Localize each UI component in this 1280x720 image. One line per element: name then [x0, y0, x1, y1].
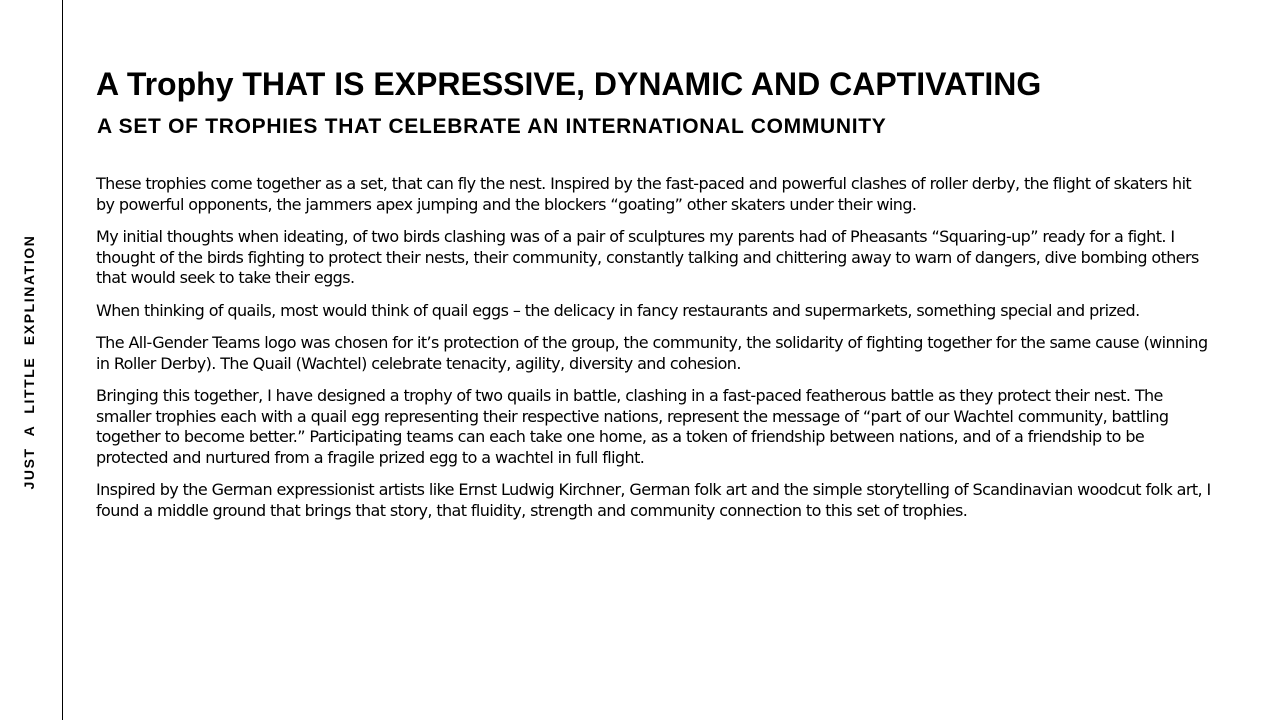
paragraph: Bringing this together, I have designed a trophy of two quails in battle, clashing in a fast-paced featherous battle as they protect their nest. The smaller trophies each with a quail egg representing their respective nations, represent the message of “part of our Wachtel community, battling together to become better.” Participating teams can each take one home, as a token of friendship between nations, and of a friendship to be protected and nurtured from a fragile prized egg to a wachtel in full flight. — [96, 386, 1169, 467]
paragraph: Inspired by the German expressionist artists like Ernst Ludwig Kirchner, German folk art and the simple storytelling of Scandinavian woodcut folk art, I found a middle ground that brings that story, that fluidity, strength and community connection to this set of trophies. — [96, 480, 1211, 520]
side-label: JUST A LITTLE EXPLINATION — [21, 234, 37, 490]
content-area — [96, 64, 1212, 533]
vertical-divider — [62, 0, 63, 720]
paragraph: The All-Gender Teams logo was chosen for it’s protection of the group, the community, the solidarity of fighting together for the same cause (winning in Roller Derby). The Quail (Wachtel) celebrate tenacity, agility, diversity and cohesion. — [96, 333, 1208, 373]
slide-title: A Trophy THAT IS EXPRESSIVE, DYNAMIC AND CAPTIVATING — [96, 66, 1042, 102]
paragraph: When thinking of quails, most would think of quail eggs – the delicacy in fancy restaurants and supermarkets, something special and prized. — [96, 300, 1140, 320]
paragraph: My initial thoughts when ideating, of two birds clashing was of a pair of sculptures my parents had of Pheasants “Squaring-up” ready for a fight. I thought of the birds fighting to protect their nests, their community, constantly talking and chittering away to warn of dangers, dive bombing others that would seek to take their eggs. — [96, 227, 1199, 287]
body-text — [96, 174, 1212, 521]
slide-subtitle: A SET OF TROPHIES THAT CELEBRATE AN INTERNATIONAL COMMUNITY — [97, 115, 887, 138]
paragraph: These trophies come together as a set, that can fly the nest. Inspired by the fast-paced and powerful clashes of roller derby, the flight of skaters hit by powerful opponents, the jammers apex jumping and the blockers “goating” other skaters under their wing. — [96, 174, 1192, 214]
